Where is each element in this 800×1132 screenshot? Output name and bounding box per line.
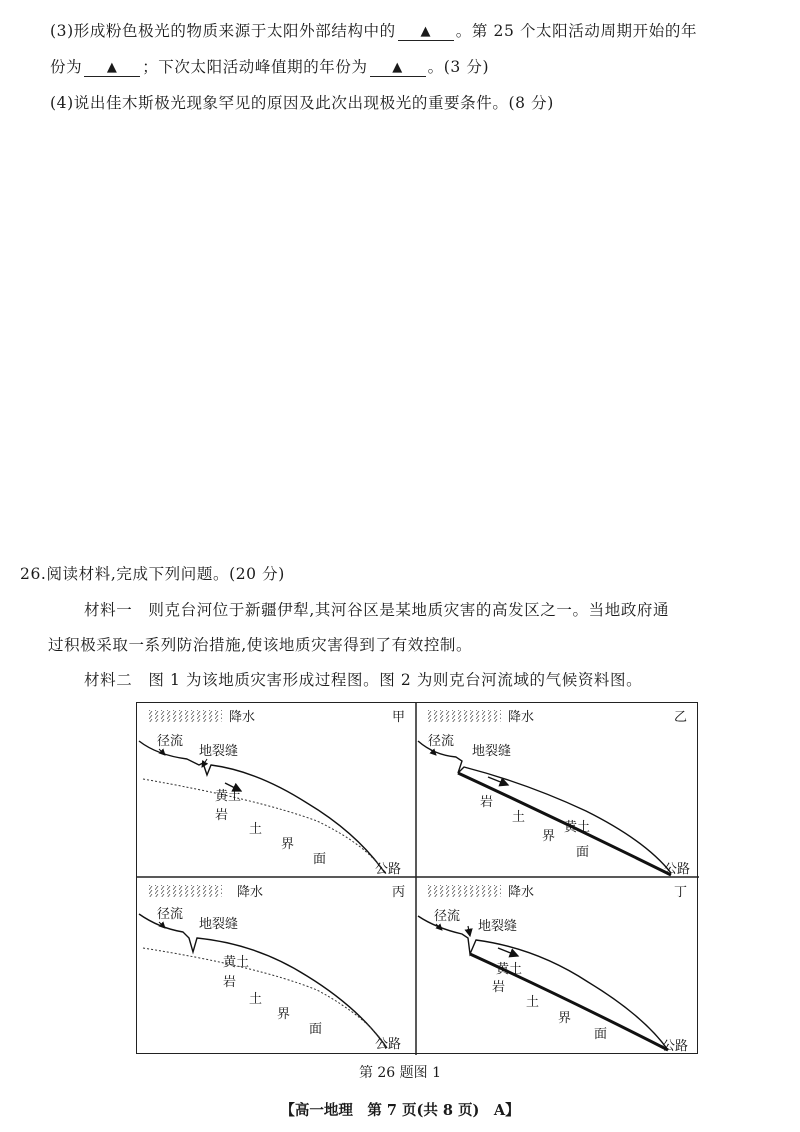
label-road: 公路 xyxy=(662,1039,689,1054)
question-26-title: 26.阅读材料,完成下列问题。(20 分) xyxy=(20,565,285,583)
q3-text-a: (3)形成粉色极光的物质来源于太阳外部结构中的 xyxy=(50,22,396,40)
label-rock: 岩 xyxy=(215,808,229,823)
rock-soil-interface xyxy=(143,779,385,873)
panel-id-bing: 丙 xyxy=(392,885,406,900)
label-rain: 降水 xyxy=(508,710,535,725)
slope-surface xyxy=(418,741,671,873)
rain-hatch-icon xyxy=(426,710,501,722)
label-mian: 面 xyxy=(313,852,327,867)
label-soil: 土 xyxy=(249,992,263,1007)
question-3-line2 xyxy=(50,55,489,77)
label-jie: 界 xyxy=(277,1007,291,1022)
label-runoff: 径流 xyxy=(157,734,184,749)
figure-caption: 第 26 题图 1 xyxy=(358,1065,442,1081)
rain-hatch-icon xyxy=(426,885,501,897)
triangle-icon: ▲ xyxy=(420,24,432,39)
label-runoff: 径流 xyxy=(157,907,184,922)
label-rock: 岩 xyxy=(492,980,506,995)
label-loess: 黄土 xyxy=(223,955,250,970)
answer-blank-3[interactable] xyxy=(370,62,426,77)
rain-hatch-icon xyxy=(147,710,222,722)
triangle-icon: ▲ xyxy=(392,60,403,75)
material-1-line2: 过积极采取一系列防治措施,使该地质灾害得到了有效控制。 xyxy=(48,636,473,654)
label-rain: 降水 xyxy=(237,885,264,900)
q3-text-c: 份为 xyxy=(50,58,83,76)
geohazard-process-figure xyxy=(136,702,698,1054)
label-soil: 土 xyxy=(526,995,540,1010)
question-3-line1 xyxy=(50,19,697,41)
label-loess: 黄土 xyxy=(564,820,591,835)
page-footer: 【高一地理 第 7 页(共 8 页) A】 xyxy=(280,1102,520,1119)
label-jie: 界 xyxy=(558,1011,572,1026)
label-road: 公路 xyxy=(375,862,402,877)
material-1-line1: 材料一 则克台河位于新疆伊犁,其河谷区是某地质灾害的高发区之一。当地政府通 xyxy=(84,601,670,619)
q3-text-d: ；下次太阳活动峰值期的年份为 xyxy=(142,58,368,76)
panel-ding xyxy=(418,884,688,1054)
label-loess: 黄土 xyxy=(496,962,523,977)
label-crack: 地裂缝 xyxy=(478,919,518,934)
rock-soil-interface xyxy=(143,948,387,1048)
label-soil: 土 xyxy=(512,810,526,825)
panel-bing xyxy=(139,884,405,1052)
q3-text-b: 。第 25 个太阳活动周期开始的年 xyxy=(455,22,698,40)
material-2: 材料二 图 1 为该地质灾害形成过程图。图 2 为则克台河流域的气候资料图。 xyxy=(84,671,643,689)
answer-blank-1[interactable] xyxy=(398,26,454,41)
label-mian: 面 xyxy=(309,1022,323,1037)
panel-id-yi: 乙 xyxy=(674,710,688,725)
label-loess: 黄土 xyxy=(215,789,242,804)
panel-id-jia: 甲 xyxy=(392,710,406,725)
answer-blank-2[interactable] xyxy=(84,62,140,77)
movement-arrow xyxy=(498,948,518,956)
question-4: (4)说出佳木斯极光现象罕见的原因及此次出现极光的重要条件。(8 分) xyxy=(50,94,554,112)
label-runoff: 径流 xyxy=(428,734,455,749)
panel-jia xyxy=(139,709,405,877)
panel-id-ding: 丁 xyxy=(674,885,688,900)
label-crack: 地裂缝 xyxy=(472,744,512,759)
slope-surface xyxy=(139,741,385,873)
label-crack: 地裂缝 xyxy=(199,744,239,759)
label-road: 公路 xyxy=(375,1037,402,1052)
label-runoff: 径流 xyxy=(434,909,461,924)
label-rock: 岩 xyxy=(223,975,237,990)
label-rain: 降水 xyxy=(229,710,256,725)
label-rain: 降水 xyxy=(508,885,535,900)
label-jie: 界 xyxy=(542,829,556,844)
label-jie: 界 xyxy=(281,837,295,852)
movement-arrow xyxy=(488,777,508,785)
crack-arrow xyxy=(468,926,470,936)
label-mian: 面 xyxy=(594,1027,608,1042)
triangle-icon: ▲ xyxy=(106,60,118,75)
figure-drawing xyxy=(137,703,699,1055)
q3-text-e: 。(3 分) xyxy=(427,58,490,76)
label-rock: 岩 xyxy=(480,795,494,810)
label-mian: 面 xyxy=(576,845,590,860)
panel-yi xyxy=(418,709,690,877)
label-soil: 土 xyxy=(249,822,263,837)
label-crack: 地裂缝 xyxy=(199,917,239,932)
label-road: 公路 xyxy=(664,862,691,877)
rain-hatch-icon xyxy=(147,885,222,897)
slope-surface xyxy=(139,914,387,1048)
